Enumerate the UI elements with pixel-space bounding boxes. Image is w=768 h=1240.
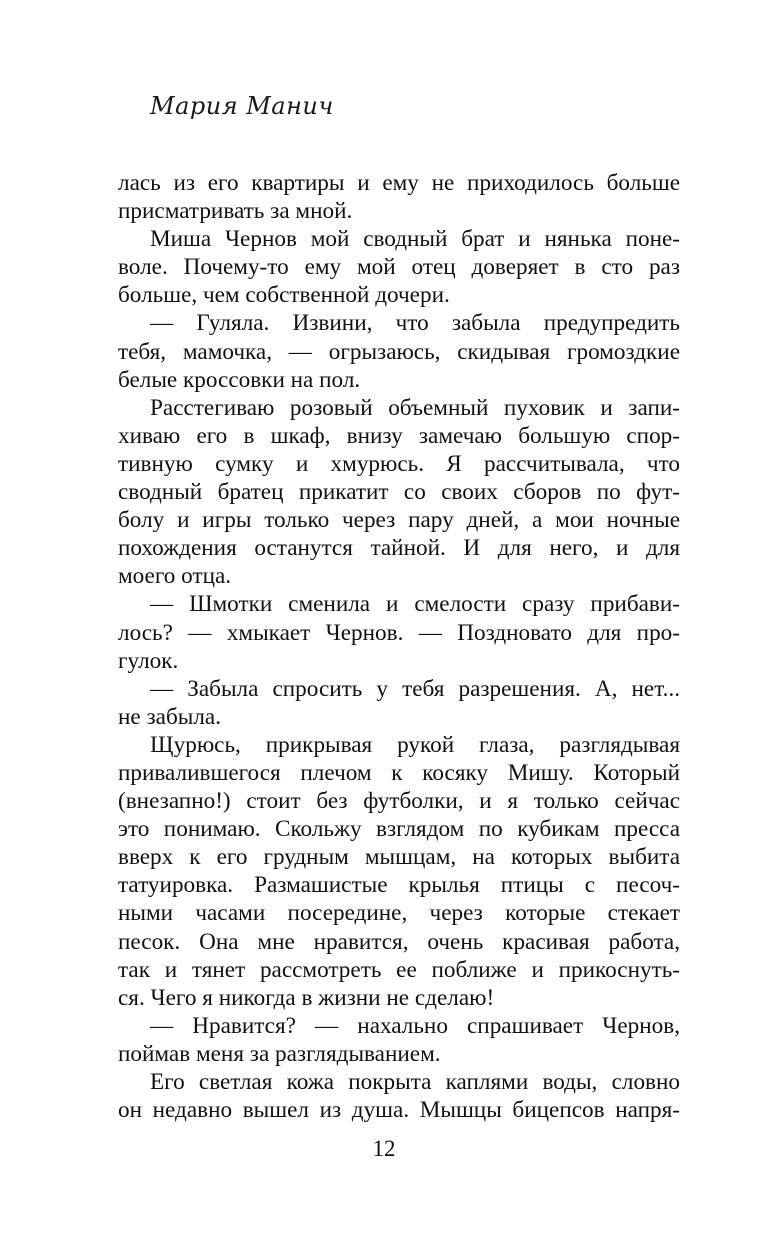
page-number: 12 [372,1136,396,1161]
text-line: татуировка. Размашистые крылья птицы с песоч- [118,872,680,899]
text-line: сводный братец прикатит со своих сборов по фут- [118,479,680,506]
text-line: ся. Чего я никогда в жизни не сделаю! [118,984,495,1011]
text-line: присматривать за мной. [118,198,353,225]
text-line: больше, чем собственной дочери. [118,282,450,309]
text-line: вверх к его грудным мышцам, на которых выбита [118,844,680,871]
text-line: тивную сумку и хмурюсь. Я рассчитывала, что [118,450,680,477]
running-head-author: Мария Манич [150,92,334,120]
text-line: он недавно вышел из душа. Мышцы бицепсов напря- [118,1097,680,1124]
text-line: привалившегося плечом к косяку Мишу. Который [118,759,680,786]
text-line: Щурюсь, прикрывая рукой глаза, разглядывая [150,731,680,758]
text-line: похождения останутся тайной. И для него, и для [118,535,680,562]
text-line: это понимаю. Скольжу взглядом по кубикам пресса [118,816,680,843]
text-line: — Шмотки сменила и смелости сразу прибави- [150,591,680,618]
text-line: лось? — хмыкает Чернов. — Поздновато для про- [118,619,680,646]
text-line: — Забыла спросить у тебя разрешения. А, нет... [150,675,680,702]
text-line: так и тянет рассмотреть ее поближе и прикоснуть- [118,956,680,983]
text-line: ными часами посередине, через которые стекает [118,900,680,927]
text-line: поймав меня за разглядыванием. [118,1040,441,1067]
text-line: тебя, мамочка, — огрызаюсь, скидывая громоздкие [118,338,680,365]
text-line: болу и игры только через пару дней, а мои ночные [118,507,680,534]
text-line: гулок. [118,647,179,674]
text-line: Его светлая кожа покрыта каплями воды, словно [150,1069,680,1095]
text-line: хиваю его в шкаф, внизу замечаю большую спор- [118,422,680,449]
text-line: песок. Она мне нравится, очень красивая работа, [118,928,680,955]
text-line: не забыла. [118,703,221,730]
text-line: Миша Чернов мой сводный брат и нянька поне- [150,226,680,253]
text-line: воле. Почему-то ему мой отец доверяет в сто раз [118,254,680,281]
text-line: Расстегиваю розовый объемный пуховик и запи- [150,394,680,421]
text-line: — Гуляла. Извини, что забыла предупредить [150,310,680,337]
text-line: белые кроссовки на пол. [118,366,361,393]
text-line: лась из его квартиры и ему не приходилось больше [118,170,680,196]
body-text [118,169,680,1124]
text-line: — Нравится? — нахально спрашивает Чернов, [150,1012,680,1039]
text-line: (внезапно!) стоит без футболки, и я только сейчас [118,788,680,815]
text-line: моего отца. [118,563,232,590]
